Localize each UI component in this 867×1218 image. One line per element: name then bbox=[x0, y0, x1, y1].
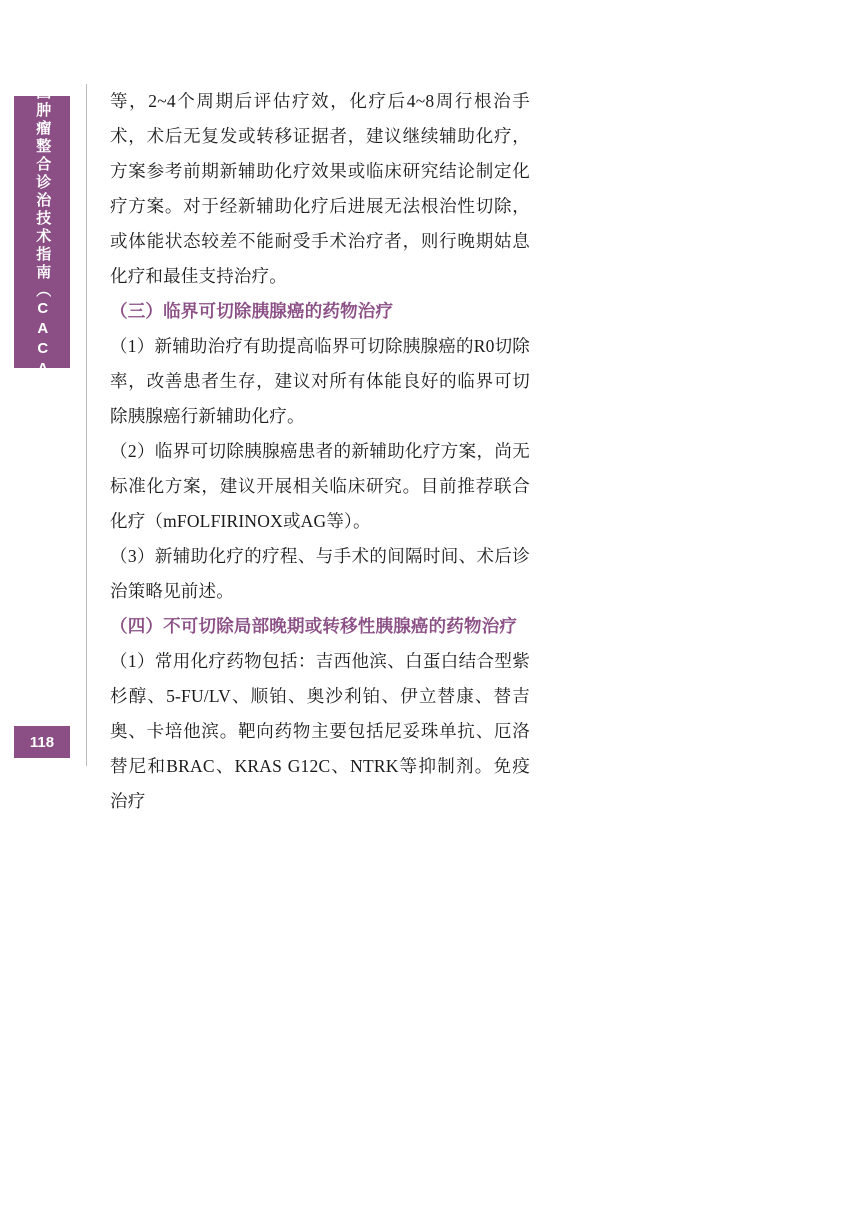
section-heading: （三）临界可切除胰腺癌的药物治疗 bbox=[110, 301, 394, 321]
body-paragraph: （1）常用化疗药物包括：吉西他滨、白蛋白结合型紫杉醇、5-FU/LV、顺铂、奥沙利铂、伊立替康、替吉奥、卡培他滨。靶向药物主要包括尼妥珠单抗、厄洛替尼和BRAC、KRAS G12C、NTRK等抑制剂。免疫治疗 bbox=[110, 651, 530, 811]
page-number-label: 118 bbox=[29, 733, 55, 751]
column-divider bbox=[86, 84, 87, 766]
page-number-badge bbox=[14, 726, 70, 758]
body-paragraph: （2）临界可切除胰腺癌患者的新辅助化疗方案，尚无标准化方案，建议开展相关临床研究。目前推荐联合化疗（mFOLFIRINOX或AG等）。 bbox=[110, 441, 530, 531]
main-text-column bbox=[110, 84, 530, 819]
body-paragraph: （1）新辅助治疗有助提高临界可切除胰腺癌的R0切除率，改善患者生存，建议对所有体能良好的临界可切除胰腺癌行新辅助化疗。 bbox=[110, 336, 530, 426]
section-heading: （四）不可切除局部晚期或转移性胰腺癌的药物治疗 bbox=[110, 616, 518, 636]
running-head-label: 中国肿瘤整合诊治技术指南（CACA） bbox=[34, 66, 52, 398]
body-paragraph: 等，2~4个周期后评估疗效，化疗后4~8周行根治手术，术后无复发或转移证据者，建议继续辅助化疗，方案参考前期新辅助化疗效果或临床研究结论制定化疗方案。对于经新辅助化疗后进展无法根治性切除，或体能状态较差不能耐受手术治疗者，则行晚期姑息化疗和最佳支持治疗。 bbox=[110, 91, 530, 286]
running-head-tab bbox=[14, 66, 70, 398]
body-paragraph: （3）新辅助化疗的疗程、与手术的间隔时间、术后诊治策略见前述。 bbox=[110, 546, 530, 601]
